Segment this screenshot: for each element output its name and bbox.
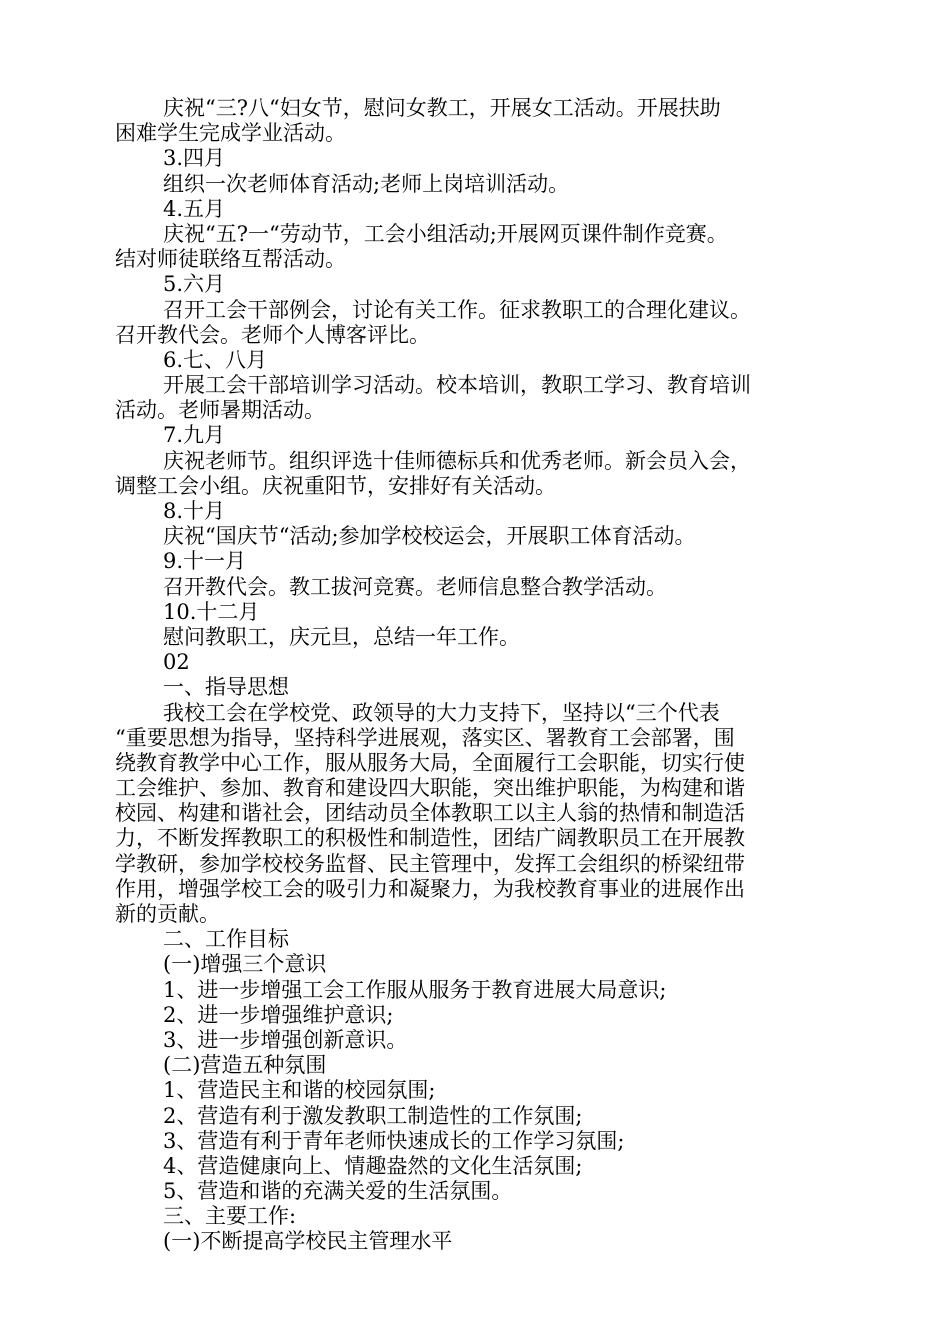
- text-line: 9.十一月: [163, 549, 247, 574]
- text-line: 1、进一步增强工会工作服从服务于教育进展大局意识;: [163, 977, 667, 1002]
- text-line: 6.七、八月: [163, 347, 268, 372]
- text-line: 7.九月: [163, 423, 226, 448]
- text-line: (一)不断提高学校民主管理水平: [163, 1229, 453, 1254]
- text-line: 二、工作目标: [163, 927, 289, 952]
- text-line: 2、营造有利于激发教职工制造性的工作氛围;: [163, 1103, 583, 1128]
- text-line: 召开教代会。老师个人博客评比。: [115, 322, 430, 347]
- text-line: 5、营造和谐的充满关爱的生活氛围。: [163, 1179, 513, 1204]
- text-line: 组织一次老师体育活动;老师上岗培训活动。: [163, 171, 570, 196]
- text-line: 02: [163, 650, 190, 675]
- text-line: 庆祝“三?八“妇女节，慰问女教工，开展女工活动。开展扶助: [163, 96, 721, 120]
- text-line: 2、进一步增强维护意识;: [163, 1002, 394, 1027]
- text-line: 新的贡献。: [115, 902, 220, 926]
- text-line: 4.五月: [163, 196, 226, 221]
- text-line: 作用，增强学校工会的吸引力和凝聚力，为我校教育事业的进展作出: [115, 876, 745, 901]
- text-line: 庆祝“五?一“劳动节，工会小组活动;开展网页课件制作竞赛。: [163, 221, 728, 246]
- text-line: 一、指导思想: [163, 675, 289, 700]
- text-line: 工会维护、参加、教育和建设四大职能，突出维护职能，为构建和谐: [115, 776, 745, 801]
- text-line: 3.四月: [163, 146, 226, 171]
- text-line: 校园、构建和谐社会，团结动员全体教职工以主人翁的热情和制造活: [115, 801, 745, 826]
- text-line: 1、营造民主和谐的校园氛围;: [163, 1078, 436, 1103]
- text-line: 召开教代会。教工拔河竞赛。老师信息整合教学活动。: [163, 574, 667, 599]
- text-line: 学教研，参加学校校务监督、民主管理中，发挥工会组织的桥梁纽带: [115, 851, 745, 876]
- text-line: 开展工会干部培训学习活动。校本培训，教职工学习、教育培训: [163, 373, 751, 398]
- text-line: 活动。老师暑期活动。: [115, 398, 325, 423]
- text-line: 结对师徒联络互帮活动。: [115, 247, 346, 272]
- text-line: 困难学生完成学业活动。: [115, 121, 346, 146]
- text-line: 调整工会小组。庆祝重阳节，安排好有关活动。: [115, 473, 556, 498]
- text-line: 召开工会干部例会，讨论有关工作。征求教职工的合理化建议。: [163, 297, 751, 322]
- document-body: [115, 96, 840, 1255]
- text-line: 绕教育教学中心工作，服从服务大局，全面履行工会职能，切实行使: [115, 750, 745, 775]
- text-line: “重要思想为指导，坚持科学进展观，落实区、署教育工会部署，围: [115, 725, 735, 750]
- text-line: 庆祝“国庆节“活动;参加学校校运会，开展职工体育活动。: [163, 524, 696, 549]
- text-line: 力，不断发挥教职工的积极性和制造性，团结广阔教职员工在开展教: [115, 826, 745, 851]
- text-line: 我校工会在学校党、政领导的大力支持下，坚持以“三个代表: [163, 700, 720, 725]
- text-line: 10.十二月: [163, 599, 260, 624]
- text-line: 8.十月: [163, 499, 226, 523]
- text-line: 慰问教职工，庆元旦，总结一年工作。: [163, 624, 520, 649]
- text-line: 4、营造健康向上、情趣盎然的文化生活氛围;: [163, 1153, 583, 1178]
- text-line: 5.六月: [163, 272, 226, 297]
- text-line: 3、营造有利于青年老师快速成长的工作学习氛围;: [163, 1128, 625, 1153]
- text-line: (二)营造五种氛围: [163, 1053, 327, 1078]
- text-line: 3、进一步增强创新意识。: [163, 1027, 408, 1052]
- text-line: 三、主要工作:: [163, 1204, 297, 1229]
- text-line: (一)增强三个意识: [163, 952, 327, 977]
- text-line: 庆祝老师节。组织评选十佳师德标兵和优秀老师。新会员入会，: [163, 448, 751, 473]
